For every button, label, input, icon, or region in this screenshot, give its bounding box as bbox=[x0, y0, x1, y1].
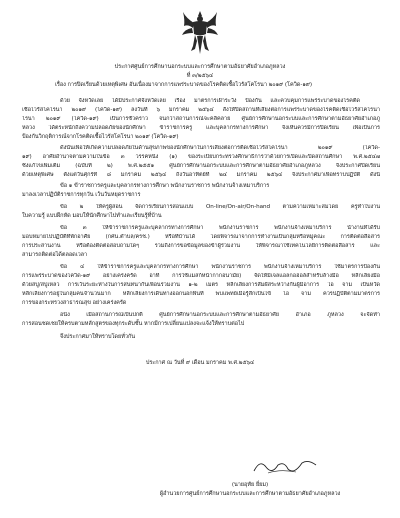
body-line: เชื้อไวรัสโคโรนา ๒๐๑๙ (โควิด-๑๙) ลงวันที่ ๖ มกราคม ๒๕๖๔ สั่งให้ปิดสถานที่เสี่ยงต่อการแพร่ระบาดของโรคติดเชื้อไวรัสโคโรนา bbox=[22, 107, 380, 113]
body-line: การสอนชดเชยให้ครบตามหลักสูตรของทุกระดับชั้น หากมีการเปลี่ยนแปลงจะแจ้งให้ทราบต่อไป bbox=[22, 321, 245, 327]
closing-paragraph: อนึ่ง เมื่อสถานการณ์เป็นปกติ ศูนย์การศึกษานอกระบบและการศึกษาตามอัธยาศัย อำเภอ ภูหลวง จะจัดทำ bbox=[60, 312, 380, 318]
body-line: สามารถติดต่อได้ตลอดเวลา bbox=[22, 252, 88, 258]
body-line: หลวง ได้ตระหนักถึงความปลอดภัยของนักศึกษา ข้าราชการครู และบุคลากรทางการศึกษา จึงเห็นควรมีการปิดเรียน เพื่อเป็นการ bbox=[22, 125, 380, 131]
garuda-emblem-icon bbox=[181, 8, 219, 56]
body-line: มาลงเวลาปฏิบัติราชการทุกวัน เว้นวันหยุดราชการ bbox=[22, 192, 141, 198]
document-number: ที่ ๓/๒๕๖๔ bbox=[186, 73, 214, 79]
signature-image bbox=[250, 455, 320, 477]
body-line: มอบหมายไปปฏิบัติที่พักอาศัย (กศน.ตำบล/ครช.) หรือที่บ้านได้ โดยพิจารณาจากการทำงานเป็นกลุ่มหรือหมู่คณะ การติดต่อสื่อสาร bbox=[22, 234, 380, 240]
body-line: ด้วยสบู่/สบู่เหลว การเว้นระยะห่างในการสนทนากันเพื่อนร่วมงาน ๑-๒ เมตร หลีกเลี่ยงการสัมผัสระหว่างกันผู้มีอาการ ไอ จาม เป็นหวัด bbox=[22, 282, 380, 288]
date-line: ประกาศ ณ วันที่ ๙ เดือน มกราคม พ.ศ.๒๕๖๔ bbox=[145, 360, 255, 366]
clause-4: ข้อ ๔ ให้ข้าราชการครูและบุคลากรทางการศึกษา พนักงานราชการ พนักงานจ้างเหมาบริการ ใช้มาตรการป้องกัน bbox=[60, 264, 380, 270]
clause-2: ข้อ ๒ ให้ครูผู้สอน จัดการเรียนการสอนแบบ On-line/On-air/On-hand ตามความเหมาะสมโดย ครูทำใบงาน bbox=[60, 204, 380, 210]
subject-line: เรื่อง การปิดเรียนด้วยเหตุพิเศษ อันเนื่องมาจากการแพร่ระบาดของโรคติดเชื้อไวรัสโคโรนา ๒๐๑๙ (โควิด-๑๙) bbox=[55, 82, 313, 88]
clause-3: ข้อ ๓ ให้ข้าราชการครูและบุคลากรทางการศึกษา พนักงานราชการ พนักงานจ้างเหมาบริการ นำงานที่ได้รับ bbox=[60, 225, 380, 231]
body-line: การแพร่ระบาดของโควิด-๑๙ อย่างเคร่งครัด อาทิ การใช้แมสก์หน้ากากอนามัย) จัดให้มีเจลแอลกอฮอล์สำหรับล้างมือ หลีกเลี่ยงมือ bbox=[22, 273, 380, 279]
body-line: ใบความรู้ แบบฝึกหัด มอบให้นักศึกษาไปทำและเรียนรู้ที่บ้าน bbox=[22, 213, 162, 219]
body-line: การของกระทรวงสาธารณสุข อย่างเคร่งครัด bbox=[22, 300, 127, 306]
body-line: ๑๙) อาศัยอำนาจตามความในข้อ ๓ วรรคหนึ่ง (๑) ของระเบียบกระทรวงศึกษาธิการว่าด้วยการเปิดและปิดสถานศึกษา พ.ศ.๒๕๔๗ bbox=[22, 154, 380, 160]
body-line: โรนา ๒๐๑๙ (โควิด-๑๙) เป็นการชั่วคราว จนกว่าสถานการณ์จะคลี่คลาย ศูนย์การศึกษานอกระบบและการศึกษาตามอัธยาศัยอำเภอภู bbox=[22, 116, 380, 122]
signatory-position: ผู้อำนวยการศูนย์การศึกษานอกระบบและการศึกษาตามอัธยาศัยอำเภอภูหลวง bbox=[159, 491, 341, 497]
clause-1: ข้อ ๑ ข้าราชการครูและบุคลากรทางการศึกษา พนักงานราชการ พนักงานจ้างเหมาบริการ bbox=[60, 183, 270, 189]
body-line: หลีกเลี่ยงการอยู่ในกลุ่มคนจำนวนมาก หลีกเลี่ยงการเดินทางออกนอกพื้นที่ พบแพทย์เมื่อรู้สึกเป็นไข้ ไอ จาม ควรปฏิบัติตามมาตรการ bbox=[22, 291, 380, 297]
body-line: การประสานงาน หรือต้องติดต่อสอบถามใดๆ รวมถึงการขอข้อมูลของข้าผู้ร่วมงาน ให้พิจารณาใช้เทคโนโลยีการติดต่อสื่อสาร และ bbox=[22, 243, 380, 249]
body-line: ป้องกันวิกฤติการณ์จากโรคติดเชื้อไวรัสโคโรนา ๒๐๑๙ (โควิด-๑๙) bbox=[22, 134, 179, 140]
signatory-name: (นายอุทัย ยี่ยม) bbox=[231, 482, 269, 488]
org-title: ประกาศศูนย์การศึกษานอกระบบและการศึกษาตามอัธยาศัยอำเภอภูหลวง bbox=[114, 64, 286, 70]
body-line: ดังนั้นเพื่อให้เกิดความปลอดภัยในด้านสุขภาพของนักศึกษาในการเสี่ยงต่อการติดเชื้อไวรัสโคโรนา ๒๐๑๙ (โควิด- bbox=[60, 145, 380, 151]
closing-statement: จึงประกาศมาให้ทราบโดยทั่วกัน bbox=[60, 334, 136, 340]
body-line: ซึ่งแก้ไขเพิ่มเติม (ฉบับที่ ๒) พ.ศ.๒๕๕๑ ศูนย์การศึกษานอกระบบและการศึกษาตามอัธยาศัยอำเภอภูหลวง จึงประกาศปิดเรียน bbox=[22, 163, 380, 169]
body-line: ด้วยเหตุพิเศษ ตั้งแต่วันศุกร์ที่ ๘ มกราคม ๒๕๖๔ ถึงวันอาทิตย์ที่ ๒๔ มกราคม ๒๕๖๔ จึงประกาศมาเพื่อทราบปฏิบัติ ดังนี้ bbox=[22, 172, 380, 178]
body-line: ด้วย จังหวัดเลย ได้มีประกาศจังหวัดเลย เรื่อง มาตรการเฝ้าระวัง ป้องกัน และควบคุมการแพร่ระบาดของโรคติด bbox=[60, 98, 360, 104]
